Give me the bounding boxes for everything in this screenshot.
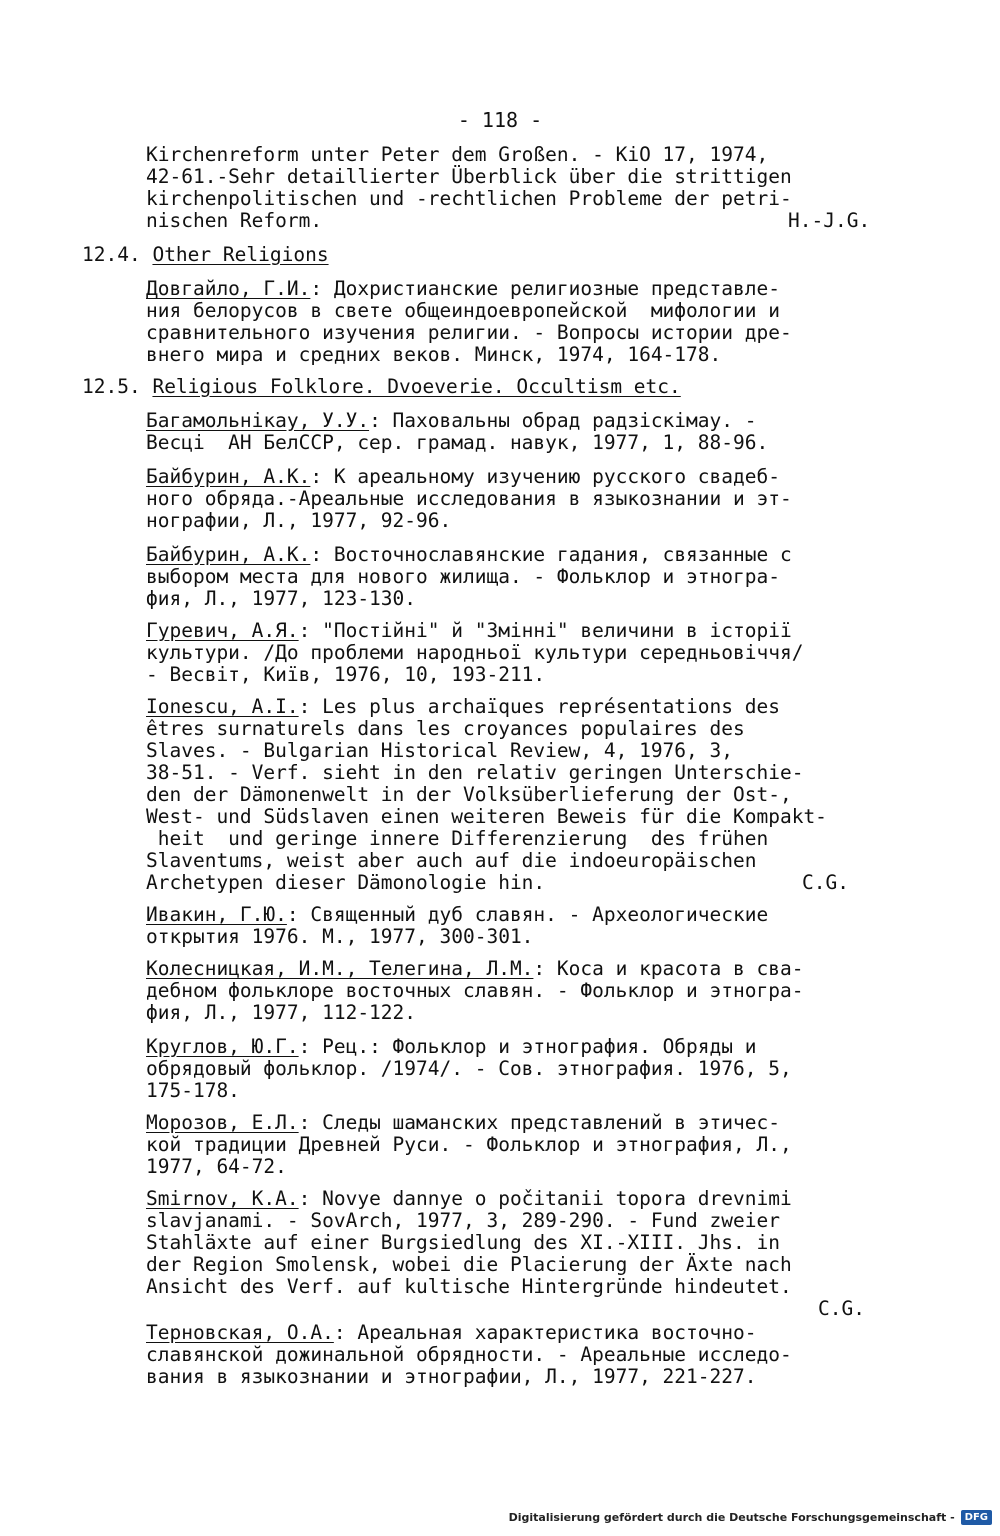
entry-first-line	[146, 620, 792, 642]
entry-author: Гуревич, А.Я.	[146, 619, 299, 642]
text-line: slavjanami. - SovArch, 1977, 3, 289-290. - Fund zweier	[146, 1209, 780, 1232]
section-title: Religious Folklore. Dvoeverie. Occultism etc.	[152, 375, 681, 398]
entry-author: Байбурин, А.К.	[146, 543, 311, 566]
text-line: êtres surnaturels dans les croyances populaires des	[146, 717, 745, 740]
dfg-logo-icon: DFG	[961, 1510, 992, 1525]
text-line: ного обряда.-Ареальные исследования в языкознании и эт-	[146, 487, 792, 510]
entry-text: : Восточнославянские гадания, связанные с	[310, 543, 792, 566]
entry-first-line	[146, 1188, 792, 1210]
entry-text: : Ареальная характеристика восточно-	[333, 1321, 757, 1344]
entry-text: : Паховальны обрад радзіскімау. -	[369, 409, 757, 432]
text-line: кой традиции Древней Руси. - Фольклор и этнография, Л.,	[146, 1133, 792, 1156]
footer-credit	[509, 1506, 992, 1528]
text-line: 42-61.-Sehr detaillierter Überblick über die strittigen	[146, 165, 792, 188]
text-line: фия, Л., 1977, 112-122.	[146, 1001, 417, 1024]
text-line: ния белорусов в свете общеиндоевропейской мифологии и	[146, 299, 780, 322]
text-line: Slaves. - Bulgarian Historical Review, 4, 1976, 3,	[146, 739, 733, 762]
section-title: Other Religions	[152, 243, 329, 266]
entry-author: Байбурин, А.К.	[146, 465, 311, 488]
entry-first-line	[146, 410, 756, 432]
text-line: 1977, 64-72.	[146, 1155, 287, 1178]
text-line: Ansicht des Verf. auf kultische Hintergründe hindeutet.	[146, 1275, 792, 1298]
section-number: 12.5.	[82, 375, 141, 398]
entry-text: : Novye dannye o počitanii topora drevnimi	[298, 1187, 792, 1210]
text-line: внего мира и средних веков. Минск, 1974, 164-178.	[146, 343, 722, 366]
page-number: - 118 -	[457, 108, 543, 132]
entry-text: : Рец.: Фольклор и этнография. Обряды и	[298, 1035, 757, 1058]
entry-first-line	[146, 1322, 756, 1344]
text-line: нографии, Л., 1977, 92-96.	[146, 509, 452, 532]
text-line: дебном фольклоре восточных славян. - Фольклор и этногра-	[146, 979, 804, 1002]
section-heading	[82, 244, 329, 266]
entry-first-line	[146, 696, 780, 718]
text-line: 175-178.	[146, 1079, 240, 1102]
text-line: славянской дожинальной обрядности. - Ареальные исследо-	[146, 1343, 792, 1366]
entry-first-line	[146, 1036, 757, 1058]
entry-text: : Коса и красота в сва-	[533, 957, 804, 980]
footer-text: Digitalisierung gefördert durch die Deutsche Forschungsgemeinschaft -	[508, 1510, 955, 1524]
entry-author: Терновская, О.А.	[146, 1321, 334, 1344]
text-line: - Весвіт, Київ, 1976, 10, 193-211.	[146, 663, 546, 686]
text-line: культури. /До проблеми народньої культури середньовіччя/	[146, 641, 804, 664]
reviewer-initials: C.G.	[802, 871, 849, 894]
entry-author: Круглов, Ю.Г.	[146, 1035, 299, 1058]
text-line: Kirchenreform unter Peter dem Großen. - KiO 17, 1974,	[146, 143, 769, 166]
entry-author: Морозов, Е.Л.	[146, 1111, 299, 1134]
entry-author: Ionescu, A.I.	[146, 695, 299, 718]
entry-author: Smirnov, K.A.	[146, 1187, 299, 1210]
section-heading	[82, 376, 681, 398]
entry-text: : Священный дуб славян. - Археологические	[286, 903, 769, 926]
entry-first-line	[146, 1112, 780, 1134]
text-line: сравнительного изучения религии. - Вопросы истории дре-	[146, 321, 792, 344]
entry-text: : Дохристианские религиозные представле-	[310, 277, 780, 300]
entry-text: : Les plus archaïques représentations des	[298, 695, 780, 718]
reviewer-initials: C.G.	[818, 1297, 865, 1320]
entry-author: Колесницкая, И.М., Телегина, Л.М.	[146, 957, 534, 980]
text-line: nischen Reform.	[146, 209, 323, 232]
entry-first-line	[146, 904, 768, 926]
entry-first-line	[146, 466, 780, 488]
entry-text: : К ареальному изучению русского свадеб-	[310, 465, 780, 488]
section-number: 12.4.	[82, 243, 141, 266]
entry-first-line	[146, 278, 780, 300]
text-line: фия, Л., 1977, 123-130.	[146, 587, 417, 610]
text-line: обрядовый фольклор. /1974/. - Сов. этнография. 1976, 5,	[146, 1057, 792, 1080]
entry-text: : "Постійні" й "Змінні" величини в історії	[298, 619, 792, 642]
text-line: Весці АН БелССР, сер. грамад. навук, 1977, 1, 88-96.	[146, 431, 769, 454]
text-line: выбором места для нового жилища. - Фольклор и этногра-	[146, 565, 780, 588]
text-line: den der Dämonenwelt in der Volksüberlieferung der Ost-,	[146, 783, 792, 806]
text-line: West- und Südslaven einen weiteren Beweis für die Kompakt-	[146, 805, 827, 828]
entry-author: Довгайло, Г.И.	[146, 277, 311, 300]
text-line: вания в языкознании и этнографии, Л., 1977, 221-227.	[146, 1365, 757, 1388]
entry-text: : Следы шаманских представлений в этичес-	[298, 1111, 780, 1134]
entry-author: Багамольнікау, У.У.	[146, 409, 370, 432]
text-line: heit und geringe innere Differenzierung des frühen	[146, 827, 769, 850]
text-line: Stahläxte auf einer Burgsiedlung des XI.-XIII. Jhs. in	[146, 1231, 780, 1254]
text-line: Slaventums, weist aber auch auf die indoeuropäischen	[146, 849, 757, 872]
text-line: открытия 1976. М., 1977, 300-301.	[146, 925, 534, 948]
text-line: Archetypen dieser Dämonologie hin.	[146, 871, 546, 894]
text-line: kirchenpolitischen und -rechtlichen Probleme der petri-	[146, 187, 792, 210]
text-line: 38-51. - Verf. sieht in den relativ geringen Unterschie-	[146, 761, 804, 784]
reviewer-initials: H.-J.G.	[788, 209, 871, 232]
text-line: der Region Smolensk, wobei die Placierung der Äxte nach	[146, 1253, 792, 1276]
entry-first-line	[146, 958, 803, 980]
entry-author: Ивакин, Г.Ю.	[146, 903, 287, 926]
entry-first-line	[146, 544, 792, 566]
